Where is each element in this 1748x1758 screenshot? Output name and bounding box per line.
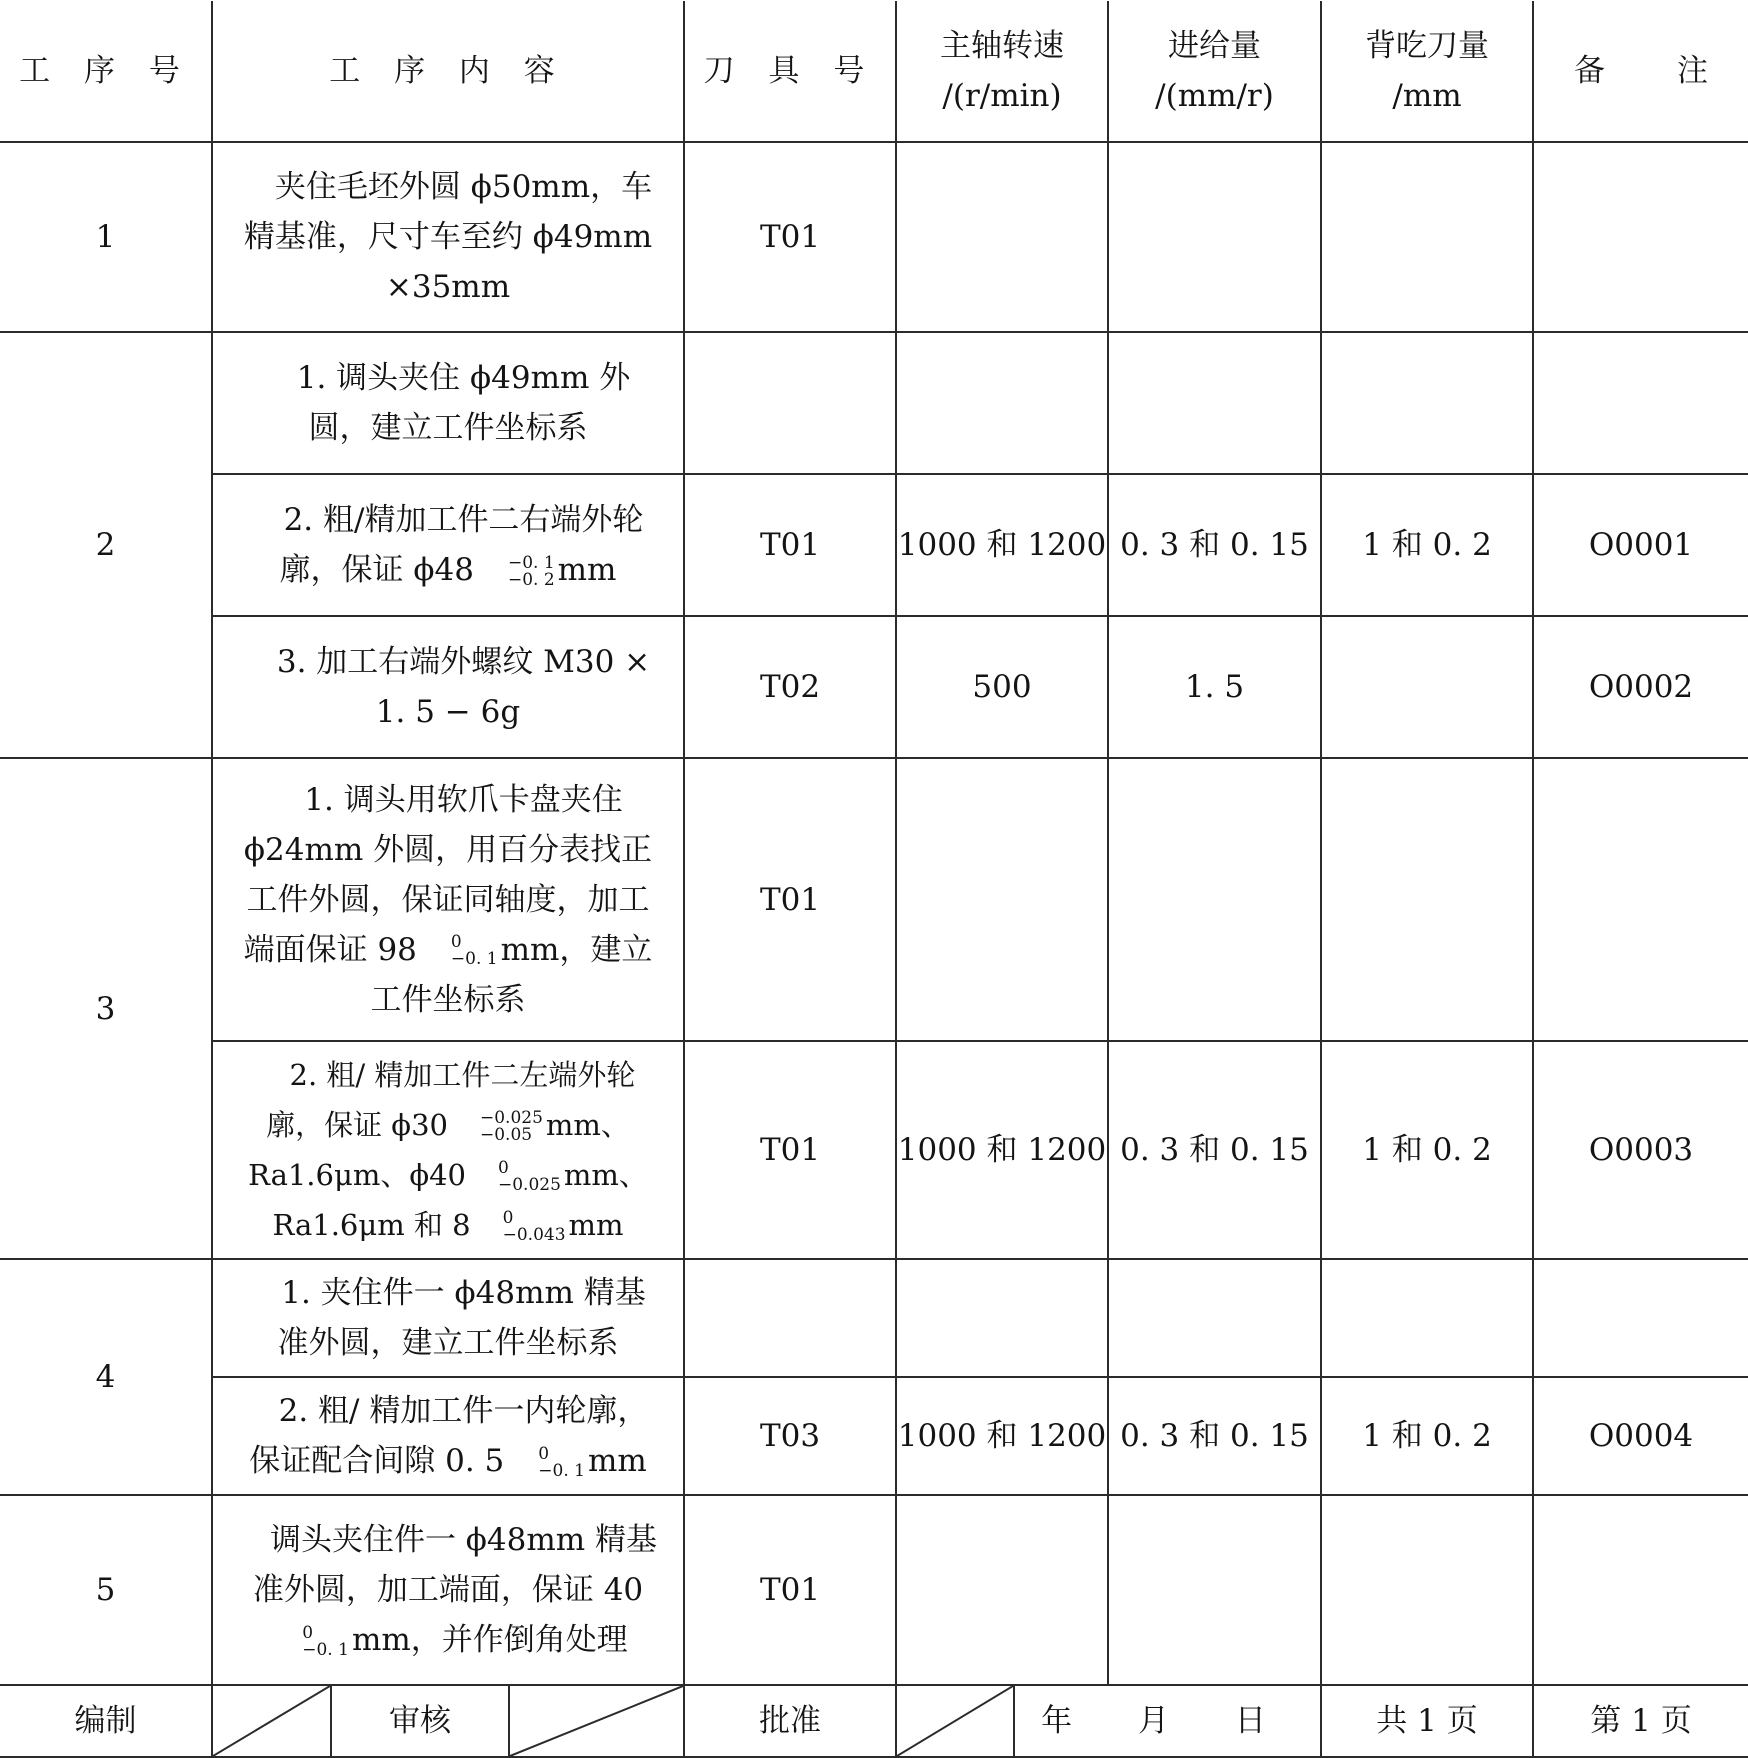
remark: O0002	[1533, 616, 1748, 758]
date-cell	[896, 1685, 1321, 1757]
remark	[1533, 1495, 1748, 1685]
table-row	[0, 758, 1748, 1041]
tolerance: 0 −0.043	[502, 1208, 566, 1245]
spindle-speed: 1000 和 1200	[896, 474, 1108, 616]
step-content: 1. 调头用软爪卡盘夹住 ϕ24mm 外圆，用百分表找正工件外圆，保证同轴度，加工端面保证 98 0 −0. 1 mm，建立工件坐标系	[212, 758, 684, 1041]
tolerance: 0 −0. 1	[450, 932, 498, 969]
step-content: 夹住毛坯外圆 ϕ50mm，车精基准，尺寸车至约 ϕ49mm ×35mm	[212, 142, 684, 332]
approved-label: 批准	[684, 1685, 896, 1757]
spindle-speed	[896, 1259, 1108, 1377]
step-content: 1. 调头夹住 ϕ49mm 外圆，建立工件坐标系	[212, 332, 684, 474]
feed-rate: 0. 3 和 0. 15	[1108, 1377, 1321, 1495]
reviewed-signature-slash	[510, 1686, 683, 1756]
tolerance: 0 −0.025	[498, 1158, 561, 1195]
step-content: 1. 夹住件一 ϕ48mm 精基准外圆，建立工件坐标系	[212, 1259, 684, 1377]
feed-rate: 0. 3 和 0. 15	[1108, 474, 1321, 616]
cut-depth	[1321, 142, 1533, 332]
step-number: 5	[0, 1495, 212, 1685]
step-content: 2. 粗/ 精加工件二左端外轮廓，保证 ϕ30 −0.025 −0.05 mm、Ra1.6μm、ϕ40 0 −0.025 mm、Ra1.6μm 和 8 0 −0.043 mm	[212, 1041, 684, 1259]
approved-signature-slash	[897, 1686, 1015, 1756]
header-spindle-speed: 主轴转速 /(r/min)	[896, 1, 1108, 142]
tool-number: T01	[684, 1041, 896, 1259]
tool-number: T01	[684, 474, 896, 616]
step-number: 3	[0, 758, 212, 1259]
remark	[1533, 142, 1748, 332]
cut-depth: 1 和 0. 2	[1321, 1377, 1533, 1495]
date-label: 年 月 日	[1041, 1703, 1294, 1739]
header-remark: 备 注	[1533, 1, 1748, 142]
table-row	[0, 1259, 1748, 1377]
remark	[1533, 1259, 1748, 1377]
spindle-speed: 1000 和 1200	[896, 1041, 1108, 1259]
tolerance: 0 −0. 1	[302, 1622, 349, 1660]
step-content: 3. 加工右端外螺纹 M30 × 1. 5 − 6g	[212, 616, 684, 758]
table-row	[0, 474, 1748, 616]
remark	[1533, 332, 1748, 474]
remark: O0004	[1533, 1377, 1748, 1495]
feed-rate	[1108, 758, 1321, 1041]
header-content: 工 序 内 容	[212, 1, 684, 142]
tolerance: −0.025 −0.05	[479, 1108, 543, 1145]
spindle-speed	[896, 758, 1108, 1041]
tool-number: T01	[684, 1495, 896, 1685]
reviewed-label: 审核	[332, 1686, 510, 1756]
table-row	[0, 1377, 1748, 1495]
table-row	[0, 1041, 1748, 1259]
feed-rate	[1108, 1495, 1321, 1685]
remark: O0001	[1533, 474, 1748, 616]
remark: O0003	[1533, 1041, 1748, 1259]
reviewed-cell	[212, 1685, 684, 1757]
remark	[1533, 758, 1748, 1041]
header-step-no: 工 序 号	[0, 1, 212, 142]
step-content: 2. 粗/ 精加工件一内轮廓，保证配合间隙 0. 5 0 −0. 1 mm	[212, 1377, 684, 1495]
tool-number	[684, 332, 896, 474]
cut-depth	[1321, 332, 1533, 474]
feed-rate: 1. 5	[1108, 616, 1321, 758]
header-feed: 进给量 /(mm/r)	[1108, 1, 1321, 142]
total-pages: 共 1 页	[1321, 1685, 1533, 1757]
feed-rate: 0. 3 和 0. 15	[1108, 1041, 1321, 1259]
spindle-speed	[896, 332, 1108, 474]
cut-depth: 1 和 0. 2	[1321, 474, 1533, 616]
step-content: 调头夹住件一 ϕ48mm 精基准外圆，加工端面，保证 40 0 −0. 1 mm，并作倒角处理	[212, 1495, 684, 1685]
page-number: 第 1 页	[1533, 1685, 1748, 1757]
footer-row	[0, 1685, 1748, 1757]
tolerance: 0 −0. 1	[538, 1443, 585, 1481]
table-row	[0, 142, 1748, 332]
table-row	[0, 332, 1748, 474]
feed-rate	[1108, 332, 1321, 474]
tool-number: T01	[684, 758, 896, 1041]
tool-number	[684, 1259, 896, 1377]
header-depth: 背吃刀量 /mm	[1321, 1, 1533, 142]
cut-depth	[1321, 1495, 1533, 1685]
table-row	[0, 616, 1748, 758]
spindle-speed: 500	[896, 616, 1108, 758]
header-tool-no: 刀 具 号	[684, 1, 896, 142]
tool-number: T01	[684, 142, 896, 332]
compiled-signature-slash	[213, 1686, 332, 1756]
tool-number: T02	[684, 616, 896, 758]
spindle-speed	[896, 142, 1108, 332]
spindle-speed: 1000 和 1200	[896, 1377, 1108, 1495]
step-number: 2	[0, 332, 212, 758]
header-row	[0, 1, 1748, 142]
cut-depth	[1321, 758, 1533, 1041]
spindle-speed	[896, 1495, 1108, 1685]
step-content: 2. 粗/精加工件二右端外轮廓，保证 ϕ48 −0. 1 −0. 2 mm	[212, 474, 684, 616]
feed-rate	[1108, 142, 1321, 332]
step-number: 1	[0, 142, 212, 332]
cut-depth	[1321, 616, 1533, 758]
tool-number: T03	[684, 1377, 896, 1495]
process-card-table	[0, 1, 1748, 1758]
table-row	[0, 1495, 1748, 1685]
feed-rate	[1108, 1259, 1321, 1377]
compiled-label: 编制	[0, 1685, 212, 1757]
step-number: 4	[0, 1259, 212, 1495]
cut-depth: 1 和 0. 2	[1321, 1041, 1533, 1259]
cut-depth	[1321, 1259, 1533, 1377]
tolerance: −0. 1 −0. 2	[507, 552, 555, 590]
